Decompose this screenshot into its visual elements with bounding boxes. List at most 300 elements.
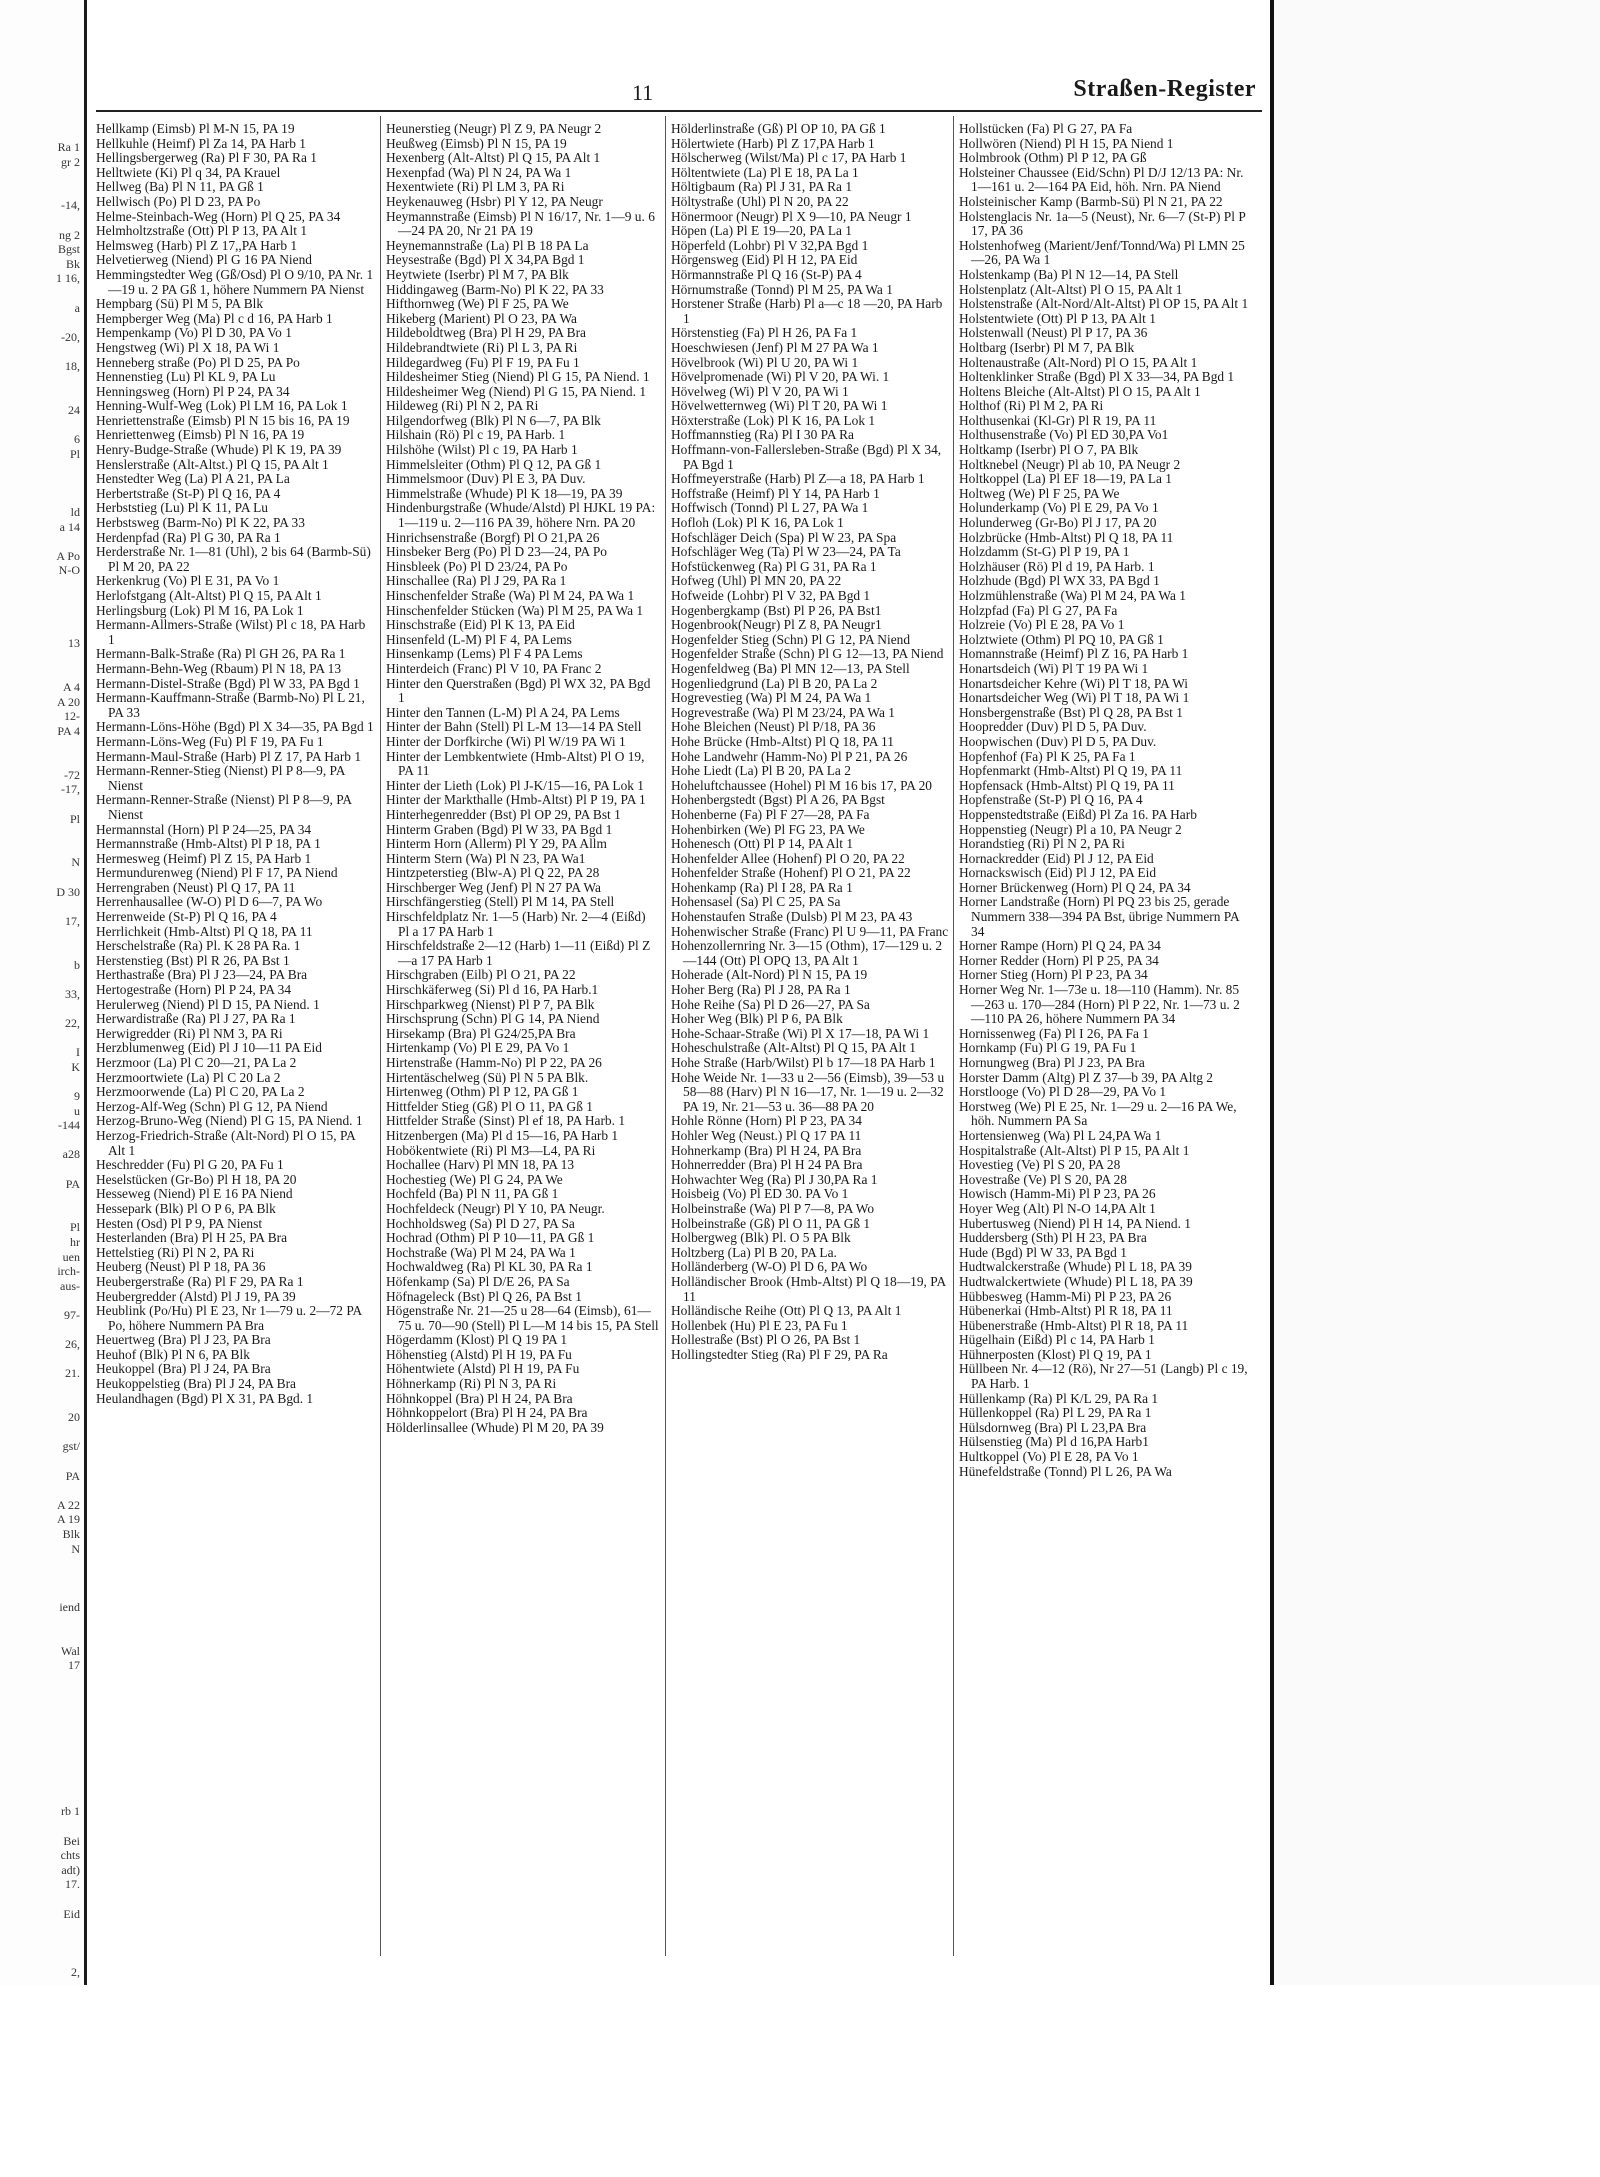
column-divider	[665, 116, 666, 1956]
fragment-line: a28	[62, 1147, 80, 1162]
street-entry: Hitzenbergen (Ma) Pl d 15—16, PA Harb 1	[386, 1127, 619, 1143]
street-entry: Hermann-Löns-Weg (Fu) Pl F 19, PA Fu 1	[96, 733, 324, 749]
fragment-line: -14,	[61, 198, 80, 213]
street-entry: Hölertwiete (Harb) Pl Z 17,PA Harb 1	[671, 135, 875, 151]
street-entry: Hirschfängerstieg (Stell) Pl M 14, PA Stell	[386, 894, 615, 910]
street-entry: Holstenkamp (Ba) Pl N 12—14, PA Stell	[959, 266, 1179, 282]
street-entry: Hogenfeldweg (Ba) Pl MN 12—13, PA Stell	[671, 660, 910, 676]
street-entry: Horner Redder (Horn) Pl P 25, PA 34	[959, 952, 1159, 968]
fragment-line: a 14	[59, 519, 80, 534]
street-entry: Hettelstieg (Ri) Pl N 2, PA Ri	[96, 1244, 255, 1260]
fragment-line: -144	[58, 1118, 80, 1133]
street-entry: Hönermoor (Neugr) Pl X 9—10, PA Neugr 1	[671, 208, 912, 224]
street-entry: Hellwisch (Po) Pl D 23, PA Po	[96, 193, 261, 209]
fragment-line: Pl	[69, 446, 80, 461]
street-entry: Hövelwetternweg (Wi) Pl T 20, PA Wi 1	[671, 398, 888, 414]
street-entry: Hinterhegenredder (Bst) Pl OP 29, PA Bst 1	[386, 806, 621, 822]
street-entry: Höltystraße (Uhl) Pl N 20, PA 22	[671, 193, 849, 209]
street-entry: Hohenfelder Straße (Hohenf) Pl O 21, PA 22	[671, 865, 911, 881]
street-entry: Heußweg (Eimsb) Pl N 15, PA 19	[386, 135, 567, 151]
street-column-4	[959, 122, 1249, 1952]
street-entry: Hüllenkoppel (Ra) Pl L 29, PA Ra 1	[959, 1405, 1152, 1421]
street-entry: Hochfeldeck (Neugr) Pl Y 10, PA Neugr.	[386, 1200, 605, 1216]
street-entry: Hexenpfad (Wa) Pl N 24, PA Wa 1	[386, 164, 572, 180]
street-entry: Hintzpeterstieg (Blw-A) Pl Q 22, PA 28	[386, 865, 600, 881]
street-entry: Hüllenkamp (Ra) Pl K/L 29, PA Ra 1	[959, 1390, 1159, 1406]
street-entry: Hinterm Horn (Allerm) Pl Y 29, PA Allm	[386, 836, 607, 852]
street-entry: Hohler Weg (Neust.) Pl Q 17 PA 11	[671, 1127, 862, 1143]
fragment-line: 1 16,	[56, 271, 80, 286]
street-column-2	[386, 122, 660, 1952]
fragment-line: 9	[74, 1089, 80, 1103]
street-entry: Horner Rampe (Horn) Pl Q 24, PA 34	[959, 938, 1161, 954]
street-entry: Hülsdornweg (Bra) Pl L 23,PA Bra	[959, 1419, 1147, 1435]
street-entry: Heselstücken (Gr-Bo) Pl H 18, PA 20	[96, 1171, 297, 1187]
street-entry: Hornackswisch (Eid) Pl J 12, PA Eid	[959, 865, 1157, 881]
street-entry: Holtenaustraße (Alt-Nord) Pl O 15, PA Alt 1	[959, 354, 1198, 370]
street-entry: Hoppenstieg (Neugr) Pl a 10, PA Neugr 2	[959, 821, 1182, 837]
street-entry: Hohe Brücke (Hmb-Altst) Pl Q 18, PA 11	[671, 733, 894, 749]
street-entry: Hoeschwiesen (Jenf) Pl M 27 PA Wa 1	[671, 339, 879, 355]
street-entry: Hinschallee (Ra) Pl J 29, PA Ra 1	[386, 573, 567, 589]
fragment-line: 13	[68, 636, 80, 651]
street-entry: Heulandhagen (Bgd) Pl X 31, PA Bgd. 1	[96, 1390, 314, 1406]
street-entry: Hermannstraße (Hmb-Altst) Pl P 18, PA 1	[96, 836, 321, 852]
street-entry: Holtens Bleiche (Alt-Altst) Pl O 15, PA Alt 1	[959, 383, 1201, 399]
street-entry: Herthastraße (Bra) Pl J 23—24, PA Bra	[96, 967, 308, 983]
fragment-line: 97-	[64, 1308, 80, 1322]
street-entry: Holunderweg (Gr-Bo) Pl J 17, PA 20	[959, 515, 1157, 531]
street-entry: Höhnerkamp (Ri) Pl N 3, PA Ri	[386, 1376, 557, 1392]
fragment-line: adt)	[61, 1862, 80, 1877]
street-entry: Hermundurenweg (Niend) Pl F 17, PA Niend	[96, 865, 338, 881]
street-entry: Herulerweg (Niend) Pl D 15, PA Niend. 1	[96, 996, 320, 1012]
street-entry: Holunderkamp (Vo) Pl E 29, PA Vo 1	[959, 500, 1159, 516]
street-entry: Hochallee (Harv) Pl MN 18, PA 13	[386, 1157, 575, 1173]
street-entry: Hirschfeldplatz Nr. 1—5 (Harb) Nr. 2—4 (Eißd) Pl a 17 PA Harb 1	[386, 909, 646, 939]
street-entry: Hohensasel (Sa) Pl C 25, PA Sa	[671, 894, 841, 910]
fragment-line: A Po	[56, 548, 80, 563]
fragment-line: Pl	[69, 811, 80, 826]
fragment-line: gst/	[62, 1439, 80, 1454]
fragment-line: PA 4	[57, 724, 80, 738]
fragment-line: 6	[74, 432, 80, 446]
street-entry: Hinter der Dorfkirche (Wi) Pl W/19 PA Wi 1	[386, 733, 626, 749]
street-entry: Hovestieg (Ve) Pl S 20, PA 28	[959, 1157, 1121, 1173]
fragment-line: 2,	[71, 1965, 80, 1979]
street-entry: Hirschkäferweg (Si) Pl d 16, PA Harb.1	[386, 982, 599, 998]
street-entry: Hüllbeen Nr. 4—12 (Rö), Nr 27—51 (Langb) Pl c 19, PA Harb. 1	[959, 1361, 1248, 1392]
street-entry: Hogrevestraße (Wa) Pl M 23/24, PA Wa 1	[671, 704, 895, 720]
street-entry: Horner Landstraße (Horn) Pl PQ 23 bis 25, gerade Nummern 338—394 PA Bst, übrige Nummern PA 34	[959, 894, 1239, 939]
section-title: Straßen-Register	[1073, 76, 1256, 102]
street-entry: Holbeinstraße (Wa) Pl P 7—8, PA Wo	[671, 1200, 875, 1216]
street-entry: Henriettenstraße (Eimsb) Pl N 15 bis 16, PA 19	[96, 412, 350, 428]
street-entry: Herrenhausallee (W-O) Pl D 6—7, PA Wo	[96, 894, 323, 910]
street-entry: Herwigredder (Ri) Pl NM 3, PA Ri	[96, 1025, 283, 1041]
page-header	[90, 76, 1260, 110]
street-entry: Herzog-Bruno-Weg (Niend) Pl G 15, PA Niend. 1	[96, 1113, 363, 1129]
fragment-line: A 22	[56, 1497, 80, 1512]
fragment-line: Ra 1	[57, 140, 80, 154]
street-entry: Herzog-Friedrich-Straße (Alt-Nord) Pl O 15, PA Alt 1	[96, 1127, 356, 1158]
street-entry: Heuberg (Neust) Pl P 18, PA 36	[96, 1259, 266, 1275]
fragment-line: 21.	[65, 1366, 80, 1381]
street-entry: Holtknebel (Neugr) Pl ab 10, PA Neugr 2	[959, 456, 1181, 472]
street-entry: Hinterm Stern (Wa) Pl N 23, PA Wa1	[386, 850, 586, 866]
fragment-line: aus-	[60, 1278, 80, 1293]
street-entry: Holtkoppel (La) Pl EF 18—19, PA La 1	[959, 471, 1173, 487]
street-entry: Hoyer Weg (Alt) Pl N-O 14,PA Alt 1	[959, 1200, 1156, 1216]
street-entry: Herzog-Alf-Weg (Schn) Pl G 12, PA Niend	[96, 1098, 328, 1114]
fragment-line: Blk	[62, 1527, 80, 1541]
street-entry: Hohenwischer Straße (Franc) Pl U 9—11, PA Franc	[671, 923, 949, 939]
page-edge	[1270, 0, 1274, 1985]
street-entry: Hornungweg (Bra) Pl J 23, PA Bra	[959, 1055, 1145, 1070]
street-entry: Hofschläger Weg (Ta) Pl W 23—24, PA Ta	[671, 544, 901, 560]
street-entry: Hornkamp (Fu) Pl G 19, PA Fu 1	[959, 1040, 1137, 1056]
street-entry: Hopfensack (Hmb-Altst) Pl Q 19, PA 11	[959, 777, 1175, 793]
street-entry: Holmbrook (Othm) Pl P 12, PA Gß	[959, 150, 1147, 166]
fragment-line: 17,	[65, 913, 80, 928]
street-entry: Hövelweg (Wi) Pl V 20, PA Wi 1	[671, 383, 849, 399]
street-entry: Honartsdeicher Weg (Wi) Pl T 18, PA Wi 1	[959, 690, 1190, 706]
fragment-line: irch-	[57, 1264, 80, 1279]
street-entry: Hubertusweg (Niend) Pl H 14, PA Niend. 1	[959, 1215, 1191, 1231]
street-entry: Hogrevestieg (Wa) Pl M 24, PA Wa 1	[671, 690, 872, 706]
fragment-line: iend	[59, 1600, 80, 1614]
street-entry: Hoffmeyerstraße (Harb) Pl Z—a 18, PA Harb 1	[671, 471, 925, 487]
fragment-line: 12-	[64, 709, 80, 724]
fragment-line: Bei	[63, 1833, 80, 1848]
street-entry: Hessepark (Blk) Pl O P 6, PA Blk	[96, 1200, 276, 1216]
street-entry: Holtbarg (Iserbr) Pl M 7, PA Blk	[959, 339, 1135, 355]
street-entry: Hölscherweg (Wilst/Ma) Pl c 17, PA Harb 1	[671, 150, 907, 166]
fragment-line: 22,	[65, 1016, 80, 1030]
street-entry: Hoher Weg (Blk) Pl P 6, PA Blk	[671, 1011, 843, 1027]
street-entry: Hoppenstedtstraße (Eißd) Pl Za 16. PA Harb	[959, 806, 1197, 822]
street-entry: Hohe Landwehr (Hamm-No) Pl P 21, PA 26	[671, 748, 908, 764]
street-entry: Hinter der Markthalle (Hmb-Altst) Pl P 19, PA 1	[386, 792, 646, 808]
street-entry: Högerdamm (Klost) Pl Q 19 PA 1	[386, 1332, 568, 1348]
street-entry: Hultkoppel (Vo) Pl E 28, PA Vo 1	[959, 1449, 1139, 1465]
street-entry: Helme-Steinbach-Weg (Horn) Pl Q 25, PA 34	[96, 208, 341, 224]
street-entry: Hochestieg (We) Pl G 24, PA We	[386, 1171, 563, 1187]
street-entry: Holstenwall (Neust) Pl P 17, PA 36	[959, 325, 1148, 341]
street-entry: Hirschparkweg (Nienst) Pl P 7, PA Blk	[386, 996, 595, 1012]
street-entry: Hohenbirken (We) Pl FG 23, PA We	[671, 821, 865, 837]
street-entry: Hollwören (Niend) Pl H 15, PA Niend 1	[959, 135, 1174, 151]
street-entry: Heuertweg (Bra) Pl J 23, PA Bra	[96, 1332, 271, 1348]
street-entry: Herzmoorwende (La) Pl C 20, PA La 2	[96, 1084, 305, 1100]
street-entry: Hesten (Osd) Pl P 9, PA Nienst	[96, 1215, 263, 1231]
street-entry: Hortensienweg (Wa) Pl L 24,PA Wa 1	[959, 1127, 1162, 1143]
street-entry: Herdenpfad (Ra) Pl G 30, PA Ra 1	[96, 529, 281, 545]
street-entry: Herbertstraße (St-P) Pl Q 16, PA 4	[96, 485, 281, 501]
street-entry: Heukoppelstieg (Bra) Pl J 24, PA Bra	[96, 1376, 296, 1392]
street-entry: Höltentwiete (La) Pl E 18, PA La 1	[671, 164, 859, 180]
street-entry: Hinrichsenstraße (Borgf) Pl O 21,PA 26	[386, 529, 600, 545]
street-entry: Hexentwiete (Ri) Pl LM 3, PA Ri	[386, 179, 565, 195]
fragment-line: ld	[70, 505, 80, 519]
street-entry: Hovestraße (Ve) Pl S 20, PA 28	[959, 1171, 1128, 1187]
street-entry: Hollestraße (Bst) Pl O 26, PA Bst 1	[671, 1332, 861, 1348]
street-entry: Holzdamm (St-G) Pl P 19, PA 1	[959, 544, 1130, 560]
header-rule	[96, 110, 1262, 112]
street-entry: Hohenfelder Allee (Hohenf) Pl O 20, PA 22	[671, 850, 905, 866]
street-entry: Hoopredder (Duv) Pl D 5, PA Duv.	[959, 719, 1147, 735]
street-entry: Hohenstaufen Straße (Dulsb) Pl M 23, PA 43	[671, 909, 913, 925]
street-entry: Helltwiete (Ki) Pl q 34, PA Krauel	[96, 164, 281, 180]
street-entry: Hoheluftchaussee (Hohel) Pl M 16 bis 17, PA 20	[671, 777, 932, 793]
street-entry: Hochstraße (Wa) Pl M 24, PA Wa 1	[386, 1244, 576, 1260]
street-column-3	[671, 122, 949, 1952]
street-entry: Hermann-Kauffmann-Straße (Barmb-No) Pl L 21, PA 33	[96, 690, 365, 720]
street-entry: Holländischer Brook (Hmb-Altst) Pl Q 18—19, PA 11	[671, 1273, 946, 1304]
street-entry: Hochrad (Othm) Pl P 10—11, PA Gß 1	[386, 1230, 595, 1246]
street-entry: Holstenplatz (Alt-Altst) Pl O 15, PA Alt 1	[959, 281, 1183, 297]
street-entry: Holzhäuser (Rö) Pl d 19, PA Harb. 1	[959, 558, 1155, 574]
street-entry: Hohenberne (Fa) Pl F 27—28, PA Fa	[671, 806, 870, 822]
fragment-line: -17,	[61, 782, 80, 797]
street-entry: Holthusenkai (Kl-Gr) Pl R 19, PA 11	[959, 412, 1157, 428]
street-entry: Hermann-Allmers-Straße (Wilst) Pl c 18, PA Harb 1	[96, 617, 366, 647]
street-entry: Heubergerstraße (Ra) Pl F 29, PA Ra 1	[96, 1273, 304, 1289]
street-entry: Hirtenweg (Othm) Pl P 12, PA Gß 1	[386, 1084, 579, 1100]
street-entry: Henstedter Weg (La) Pl A 21, PA La	[96, 471, 290, 487]
street-entry: Höhenstieg (Alstd) Pl H 19, PA Fu	[386, 1346, 572, 1362]
street-entry: Hollenbek (Hu) Pl E 23, PA Fu 1	[671, 1317, 848, 1333]
street-entry: Hildeboldtweg (Bra) Pl H 29, PA Bra	[386, 325, 586, 341]
street-entry: Hemmingstedter Weg (Gß/Osd) Pl O 9/10, PA Nr. 1—19 u. 2 PA Gß 1, höhere Nummern PA Nienst	[96, 266, 374, 297]
street-entry: Hochholdsweg (Sa) Pl D 27, PA Sa	[386, 1215, 575, 1231]
street-entry: Höhnkoppelort (Bra) Pl H 24, PA Bra	[386, 1405, 588, 1421]
street-entry: Hermann-Renner-Straße (Nienst) Pl P 8—9, PA Nienst	[96, 792, 352, 822]
street-entry: Horandstieg (Ri) Pl N 2, PA Ri	[959, 836, 1125, 852]
street-entry: Hinsbeker Berg (Po) Pl D 23—24, PA Po	[386, 544, 607, 560]
street-entry: Holsteiner Chaussee (Eid/Schn) Pl D/J 12/13 PA: Nr. 1—161 u. 2—164 PA Eid, höh. Nrn. PA Niend	[959, 164, 1244, 195]
column-divider	[380, 116, 381, 1956]
street-entry: Hohe-Schaar-Straße (Wi) Pl X 17—18, PA Wi 1	[671, 1025, 930, 1041]
street-entry: Hoffmann-von-Fallersleben-Straße (Bgd) Pl X 34, PA Bgd 1	[671, 442, 942, 472]
street-entry: Horstener Straße (Harb) Pl a—c 18 —20, PA Harb 1	[671, 296, 943, 326]
street-entry: Hifthornweg (We) Pl F 25, PA We	[386, 296, 569, 312]
street-entry: Hornackredder (Eid) Pl J 12, PA Eid	[959, 850, 1154, 866]
street-entry: Helvetierweg (Niend) Pl G 16 PA Niend	[96, 252, 312, 268]
street-entry: Höperfeld (Lohbr) Pl V 32,PA Bgd 1	[671, 237, 869, 253]
fragment-line: hr	[70, 1235, 80, 1249]
street-entry: Holzpfad (Fa) Pl G 27, PA Fa	[959, 602, 1118, 618]
street-entry: Helmsweg (Harb) Pl Z 17,,PA Harb 1	[96, 237, 298, 253]
street-entry: Hellweg (Ba) Pl N 11, PA Gß 1	[96, 179, 264, 195]
page-number: 11	[632, 80, 654, 105]
fragment-line: 18,	[65, 359, 80, 373]
page-edge-shade	[1274, 0, 1600, 1985]
street-entry: Hempbarg (Sü) Pl M 5, PA Blk	[96, 296, 264, 312]
street-entry: Herrenweide (St-P) Pl Q 16, PA 4	[96, 909, 277, 925]
street-entry: Heymannstraße (Eimsb) Pl N 16/17, Nr. 1—9 u. 6—24 PA 20, Nr 21 PA 19	[386, 208, 655, 239]
street-entry: Henningsweg (Horn) Pl P 24, PA 34	[96, 383, 290, 399]
street-entry: Hinsenfeld (L-M) Pl F 4, PA Lems	[386, 631, 572, 647]
street-entry: Höhentwiete (Alstd) Pl H 19, PA Fu	[386, 1361, 580, 1377]
street-entry: Horner Weg Nr. 1—73e u. 18—110 (Hamm). Nr. 85—263 u. 170—284 (Horn) Pl P 22, Nr. 1—73 u. 2—110 PA 26, höhere Nummern PA 34	[959, 982, 1240, 1027]
fragment-line: u	[74, 1103, 80, 1118]
street-entry: Hirsekamp (Bra) Pl G24/25,PA Bra	[386, 1025, 576, 1041]
street-entry: Hittfelder Stieg (Gß) Pl O 11, PA Gß 1	[386, 1098, 593, 1114]
street-entry: Hermann-Behn-Weg (Rbaum) Pl N 18, PA 13	[96, 660, 342, 676]
street-entry: Himmelsmoor (Duv) Pl E 3, PA Duv.	[386, 471, 586, 487]
street-entry: Hinsenkamp (Lems) Pl F 4 PA Lems	[386, 646, 583, 662]
street-entry: Hengstweg (Wi) Pl X 18, PA Wi 1	[96, 339, 280, 355]
street-entry: Horner Brückenweg (Horn) Pl Q 24, PA 34	[959, 879, 1191, 895]
street-entry: Högenstraße Nr. 21—25 u 28—64 (Eimsb), 61—75 u. 70—90 (Stell) Pl L—M 14 bis 15, PA Stell	[386, 1303, 659, 1333]
street-entry: Hochwaldweg (Ra) Pl KL 30, PA Ra 1	[386, 1259, 593, 1275]
fragment-line: D 30	[56, 884, 80, 899]
street-entry: Hilgendorfweg (Blk) Pl N 6—7, PA Blk	[386, 412, 601, 428]
street-entry: Hinterdeich (Franc) Pl V 10, PA Franc 2	[386, 660, 602, 676]
street-entry: Holstenstraße (Alt-Nord/Alt-Altst) Pl OP 15, PA Alt 1	[959, 296, 1249, 312]
street-entry: Hikeberg (Marient) Pl O 23, PA Wa	[386, 310, 577, 326]
street-entry: Höhnkoppel (Bra) Pl H 24, PA Bra	[386, 1390, 573, 1406]
street-entry: Hermann-Löns-Höhe (Bgd) Pl X 34—35, PA Bgd 1	[96, 719, 374, 735]
street-entry: Hohe Straße (Harb/Wilst) Pl b 17—18 PA Harb 1	[671, 1055, 936, 1070]
street-entry: Holzmühlenstraße (Wa) Pl M 24, PA Wa 1	[959, 588, 1186, 603]
street-entry: Herlofstgang (Alt-Altst) Pl Q 15, PA Alt 1	[96, 588, 322, 603]
fragment-line: Eid	[63, 1906, 80, 1921]
fragment-line: I	[76, 1045, 80, 1060]
street-entry: Holthusenstraße (Vo) Pl ED 30,PA Vo1	[959, 427, 1169, 443]
street-entry: Höpen (La) Pl E 19—20, PA La 1	[671, 223, 853, 239]
street-entry: Hoher Berg (Ra) Pl J 28, PA Ra 1	[671, 982, 851, 998]
street-entry: Hofweg (Uhl) Pl MN 20, PA 22	[671, 573, 842, 589]
street-entry: Himmelstraße (Whude) Pl K 18—19, PA 39	[386, 485, 623, 501]
street-entry: Heynemannstraße (La) Pl B 18 PA La	[386, 237, 589, 253]
street-entry: Hohenzollernring Nr. 3—15 (Othm), 17—129 u. 2—144 (Ott) Pl OPQ 13, PA Alt 1	[671, 938, 943, 968]
street-entry: Heykenauweg (Hsbr) Pl Y 12, PA Neugr	[386, 193, 603, 209]
street-entry: Hogenfelder Straße (Schn) Pl G 12—13, PA Niend	[671, 646, 944, 662]
street-entry: Hövelbrook (Wi) Pl U 20, PA Wi 1	[671, 354, 859, 370]
street-entry: Hirtenstraße (Hamm-No) Pl P 22, PA 26	[386, 1055, 602, 1070]
street-entry: Hempenkamp (Vo) Pl D 30, PA Vo 1	[96, 325, 292, 341]
street-entry: Hünefeldstraße (Tonnd) Pl L 26, PA Wa	[959, 1463, 1172, 1479]
street-entry: Hörstenstieg (Fa) Pl H 26, PA Fa 1	[671, 325, 858, 341]
street-entry: Holthof (Ri) Pl M 2, PA Ri	[959, 398, 1104, 414]
street-entry: Hiddingaweg (Barm-No) Pl K 22, PA 33	[386, 281, 604, 297]
street-entry: Henning-Wulf-Weg (Lok) Pl LM 16, PA Lok 1	[96, 398, 348, 414]
street-entry: Holtenklinker Straße (Bgd) Pl X 33—34, PA Bgd 1	[959, 369, 1235, 385]
street-entry: Hogenliedgrund (La) Pl B 20, PA La 2	[671, 675, 878, 691]
street-entry: Helmholtzstraße (Ott) Pl P 13, PA Alt 1	[96, 223, 308, 239]
street-entry: Hollingstedter Stieg (Ra) Pl F 29, PA Ra	[671, 1346, 888, 1362]
street-entry: Hellkamp (Eimsb) Pl M-N 15, PA 19	[96, 121, 295, 136]
street-entry: Hermann-Balk-Straße (Ra) Pl GH 26, PA Ra 1	[96, 646, 346, 662]
street-entry: Höltigbaum (Ra) Pl J 31, PA Ra 1	[671, 179, 853, 195]
street-entry: Hopfenmarkt (Hmb-Altst) Pl Q 19, PA 11	[959, 763, 1183, 779]
street-entry: Hogenfelder Stieg (Schn) Pl G 12, PA Niend	[671, 631, 911, 647]
street-entry: Hofschläger Deich (Spa) Pl W 23, PA Spa	[671, 529, 897, 545]
street-entry: Henry-Budge-Straße (Whude) Pl K 19, PA 39	[96, 442, 342, 458]
street-entry: Hellkuhle (Heimf) Pl Za 14, PA Harb 1	[96, 135, 307, 151]
street-entry: Hermann-Distel-Straße (Bgd) Pl W 33, PA Bgd 1	[96, 675, 360, 691]
street-entry: Huddersberg (Sth) Pl H 23, PA Bra	[959, 1230, 1147, 1246]
street-entry: Hirtentäschelweg (Sü) Pl N 5 PA Blk.	[386, 1069, 589, 1085]
street-entry: Himmelsleiter (Othm) Pl Q 12, PA Gß 1	[386, 456, 602, 472]
street-entry: Hermesweg (Heimf) Pl Z 15, PA Harb 1	[96, 850, 312, 866]
street-entry: Hogenbergkamp (Bst) Pl P 26, PA Bst1	[671, 602, 882, 618]
fragment-line: A 4	[62, 680, 80, 695]
street-entry: Heunerstieg (Neugr) Pl Z 9, PA Neugr 2	[386, 121, 602, 136]
fragment-line: -72	[64, 767, 80, 782]
street-entry: Hinter den Tannen (L-M) Pl A 24, PA Lems	[386, 704, 620, 720]
street-entry: Hudtwalckertwiete (Whude) Pl L 18, PA 39	[959, 1273, 1193, 1289]
street-entry: Hübenerstraße (Hmb-Altst) Pl R 18, PA 11	[959, 1317, 1189, 1333]
street-entry: Hohenesch (Ott) Pl P 14, PA Alt 1	[671, 836, 854, 852]
fragment-line: 17	[68, 1658, 80, 1673]
street-entry: Hobökentwiete (Ri) Pl M3—L4, PA Ri	[386, 1142, 596, 1158]
scan-margin	[0, 1985, 1600, 2177]
fragment-line: chts	[60, 1848, 80, 1863]
fragment-line: uen	[62, 1249, 80, 1264]
street-entry: Holstenhofweg (Marient/Jenf/Tonnd/Wa) Pl LMN 25—26, PA Wa 1	[959, 237, 1245, 268]
street-entry: Holsteinischer Kamp (Barmb-Sü) Pl N 21, PA 22	[959, 193, 1223, 209]
street-entry: Hollstücken (Fa) Pl G 27, PA Fa	[959, 121, 1133, 136]
fragment-line: rb 1	[61, 1804, 80, 1819]
street-entry: Heublink (Po/Hu) Pl E 23, Nr 1—79 u. 2—72 PA Po, höhere Nummern PA Bra	[96, 1303, 362, 1333]
street-entry: Hinter der Lembkentwiete (Hmb-Altst) Pl O 19, PA 11	[386, 748, 645, 779]
street-entry: Hornissenweg (Fa) Pl I 26, PA Fa 1	[959, 1025, 1149, 1041]
street-entry: Heytwiete (Iserbr) Pl M 7, PA Blk	[386, 266, 569, 282]
street-entry: Hohe Weide Nr. 1—33 u 2—56 (Eimsb), 39—53 u 58—88 (Harv) Pl N 16—17, Nr. 1—19 u. 2—32 PA 19, Nr. 21—53 u. 36—88 PA 20	[671, 1069, 945, 1114]
street-entry: Höxterstraße (Lok) Pl K 16, PA Lok 1	[671, 412, 876, 428]
street-entry: Hexenberg (Alt-Altst) Pl Q 15, PA Alt 1	[386, 150, 601, 166]
street-entry: Hempberger Weg (Ma) Pl c d 16, PA Harb 1	[96, 310, 333, 326]
fragment-line: N	[71, 1541, 80, 1556]
street-entry: Hermann-Maul-Straße (Harb) Pl Z 17, PA Harb 1	[96, 748, 362, 764]
street-entry: Hertogestraße (Horn) Pl P 24, PA 34	[96, 982, 292, 998]
street-entry: Hirschfeldstraße 2—12 (Harb) 1—11 (Eißd) Pl Z—a 17 PA Harb 1	[386, 938, 651, 968]
street-entry: Hesseweg (Niend) Pl E 16 PA Niend	[96, 1186, 293, 1202]
street-entry: Holbergweg (Blk) Pl. O 5 PA Blk	[671, 1230, 851, 1246]
fragment-line: 26,	[65, 1337, 80, 1352]
street-entry: Hoherade (Alt-Nord) Pl N 15, PA 19	[671, 967, 868, 983]
street-entry: Holländische Reihe (Ott) Pl Q 13, PA Alt 1	[671, 1303, 902, 1319]
street-entry: Hermannstal (Horn) Pl P 24—25, PA 34	[96, 821, 312, 837]
fragment-line: Pl	[69, 1220, 80, 1235]
street-entry: Hellingsbergerweg (Ra) Pl F 30, PA Ra 1	[96, 150, 317, 166]
street-entry: Hildesheimer Weg (Niend) Pl G 15, PA Niend. 1	[386, 383, 647, 399]
street-entry: Hohle Rönne (Horn) Pl P 23, PA 34	[671, 1113, 862, 1129]
street-entry: Herlingsburg (Lok) Pl M 16, PA Lok 1	[96, 602, 304, 618]
street-entry: Hindenburgstraße (Whude/Alstd) Pl HJKL 19 PA: 1—119 u. 2—116 PA 39, höhere Nrn. PA 20	[386, 500, 656, 531]
street-entry: Honartsdeich (Wi) Pl T 19 PA Wi 1	[959, 660, 1149, 676]
fragment-line: Bk	[65, 256, 80, 271]
fragment-line: PA	[65, 1468, 80, 1483]
fragment-line: N	[71, 855, 80, 870]
street-entry: Hohe Bleichen (Neust) Pl P/18, PA 36	[671, 719, 876, 735]
street-entry: Honsbergenstraße (Bst) Pl Q 28, PA Bst 1	[959, 704, 1183, 720]
street-entry: Hennenstieg (Lu) Pl KL 9, PA Lu	[96, 369, 276, 385]
fragment-line: gr 2	[61, 154, 80, 169]
street-entry: Hinter den Querstraßen (Bgd) Pl WX 32, PA Bgd 1	[386, 675, 651, 706]
street-entry: Heschredder (Fu) Pl G 20, PA Fu 1	[96, 1157, 284, 1173]
street-entry: Hirschberger Weg (Jenf) Pl N 27 PA Wa	[386, 879, 601, 895]
street-entry: Holzhude (Bgd) Pl WX 33, PA Bgd 1	[959, 573, 1160, 589]
street-entry: Hudtwalckerstraße (Whude) Pl L 18, PA 39	[959, 1259, 1192, 1275]
fragment-line: K	[71, 1059, 80, 1074]
street-entry: Holländerberg (W-O) Pl D 6, PA Wo	[671, 1259, 868, 1275]
street-entry: Hofloh (Lok) Pl K 16, PA Lok 1	[671, 515, 844, 531]
street-entry: Hügelhain (Eißd) Pl c 14, PA Harb 1	[959, 1332, 1155, 1348]
